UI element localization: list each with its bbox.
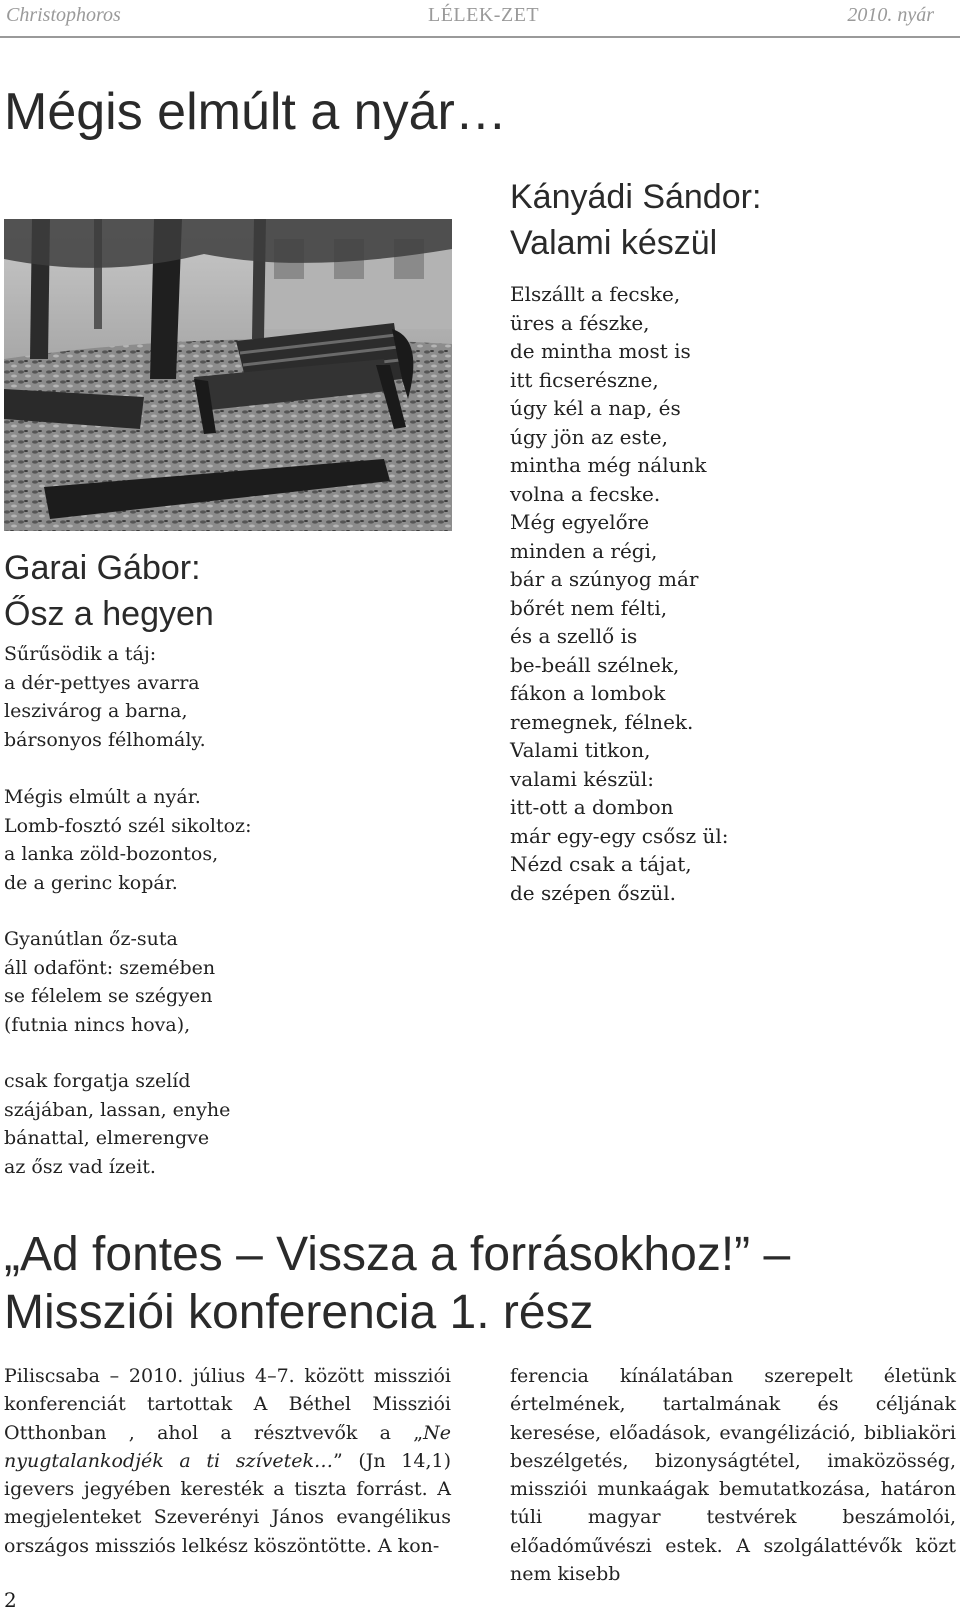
article-title-line: Missziói konferencia 1. rész: [4, 1286, 594, 1339]
bible-quote: Ne nyugtalankodjék a ti szívetek…: [4, 1421, 451, 1472]
header-magazine-name: Christophoros: [6, 4, 121, 26]
poem-name: Valami készül: [510, 224, 718, 262]
poem-name: Ősz a hegyen: [4, 595, 214, 633]
header-section-name: LÉLEK-ZET: [428, 4, 540, 26]
page-number: 2: [4, 1588, 17, 1612]
article-title-line: „Ad fontes – Vissza a forrásokhoz!” –: [4, 1228, 791, 1281]
poem-title-kanyadi: [510, 174, 761, 266]
poem-stanza: csak forgatja szelíd szájában, lassan, enyhe bánattal, elmerengve az ősz vad ízeit.: [4, 1070, 231, 1178]
park-bench-photo: [4, 219, 452, 531]
poem-stanza: Mégis elmúlt a nyár. Lomb-fosztó szél sikoltoz: a lanka zöld-bozontos, de a gerinc kopár.: [4, 786, 252, 894]
header-issue-date: 2010. nyár: [847, 4, 934, 26]
article-title: [4, 1226, 790, 1342]
article-text: Piliscsaba – 2010. július 4–7. között missziói konferenciát tartottak A Béthel Missziói Otthonban , ahol a résztvevők a „: [4, 1365, 451, 1444]
article-text: ” (Jn 14,1) igevers jegyében keresték a tiszta forrást. A megjelenteket Szeverényi János evangélikus országos missziós lelkész köszöntötte. A kon-: [4, 1449, 452, 1557]
poem-author: Kányádi Sándor:: [510, 178, 762, 216]
poem-stanza: Sűrűsödik a táj: a dér-pettyes avarra leszivárog a barna, bársonyos félhomály.: [4, 643, 206, 751]
article-column-2: ferencia kínálatában szerepelt életünk értelmének, tartalmának és céljának keresése, előadások, evangélizáció, bibliaköri beszélgetés, bizonyságtétel, imaközösség, missziói munkaágak bemutatkozása, határon túli magyar testvérek beszámolói, előadóművészi estek. A szolgálattévők közt nem kisebb: [510, 1365, 956, 1586]
poem-stanza: Gyanútlan őz-suta áll odafönt: szemében se félelem se szégyen (futnia nincs hova),: [4, 928, 216, 1036]
poem-author: Garai Gábor:: [4, 549, 201, 587]
article-column-1: [4, 1362, 451, 1560]
poem-verse-kanyadi: Elszállt a fecske, üres a fészke, de mintha most is itt ficserészne, úgy kél a nap, és úgy jön az este, mintha még nálunk volna a fecske. Még egyelőre minden a régi, bár a szúnyog már bőrét nem félti, és a szellő is be-beáll szélnek, fákon a lombok remegnek, félnek. Valami titkon, valami készül: itt-ott a dombon már egy-egy csősz ül: Nézd csak a tájat, de szépen őszül.: [510, 282, 729, 905]
section-title: Mégis elmúlt a nyár…: [4, 83, 507, 141]
poem-title-garai: [4, 545, 214, 637]
